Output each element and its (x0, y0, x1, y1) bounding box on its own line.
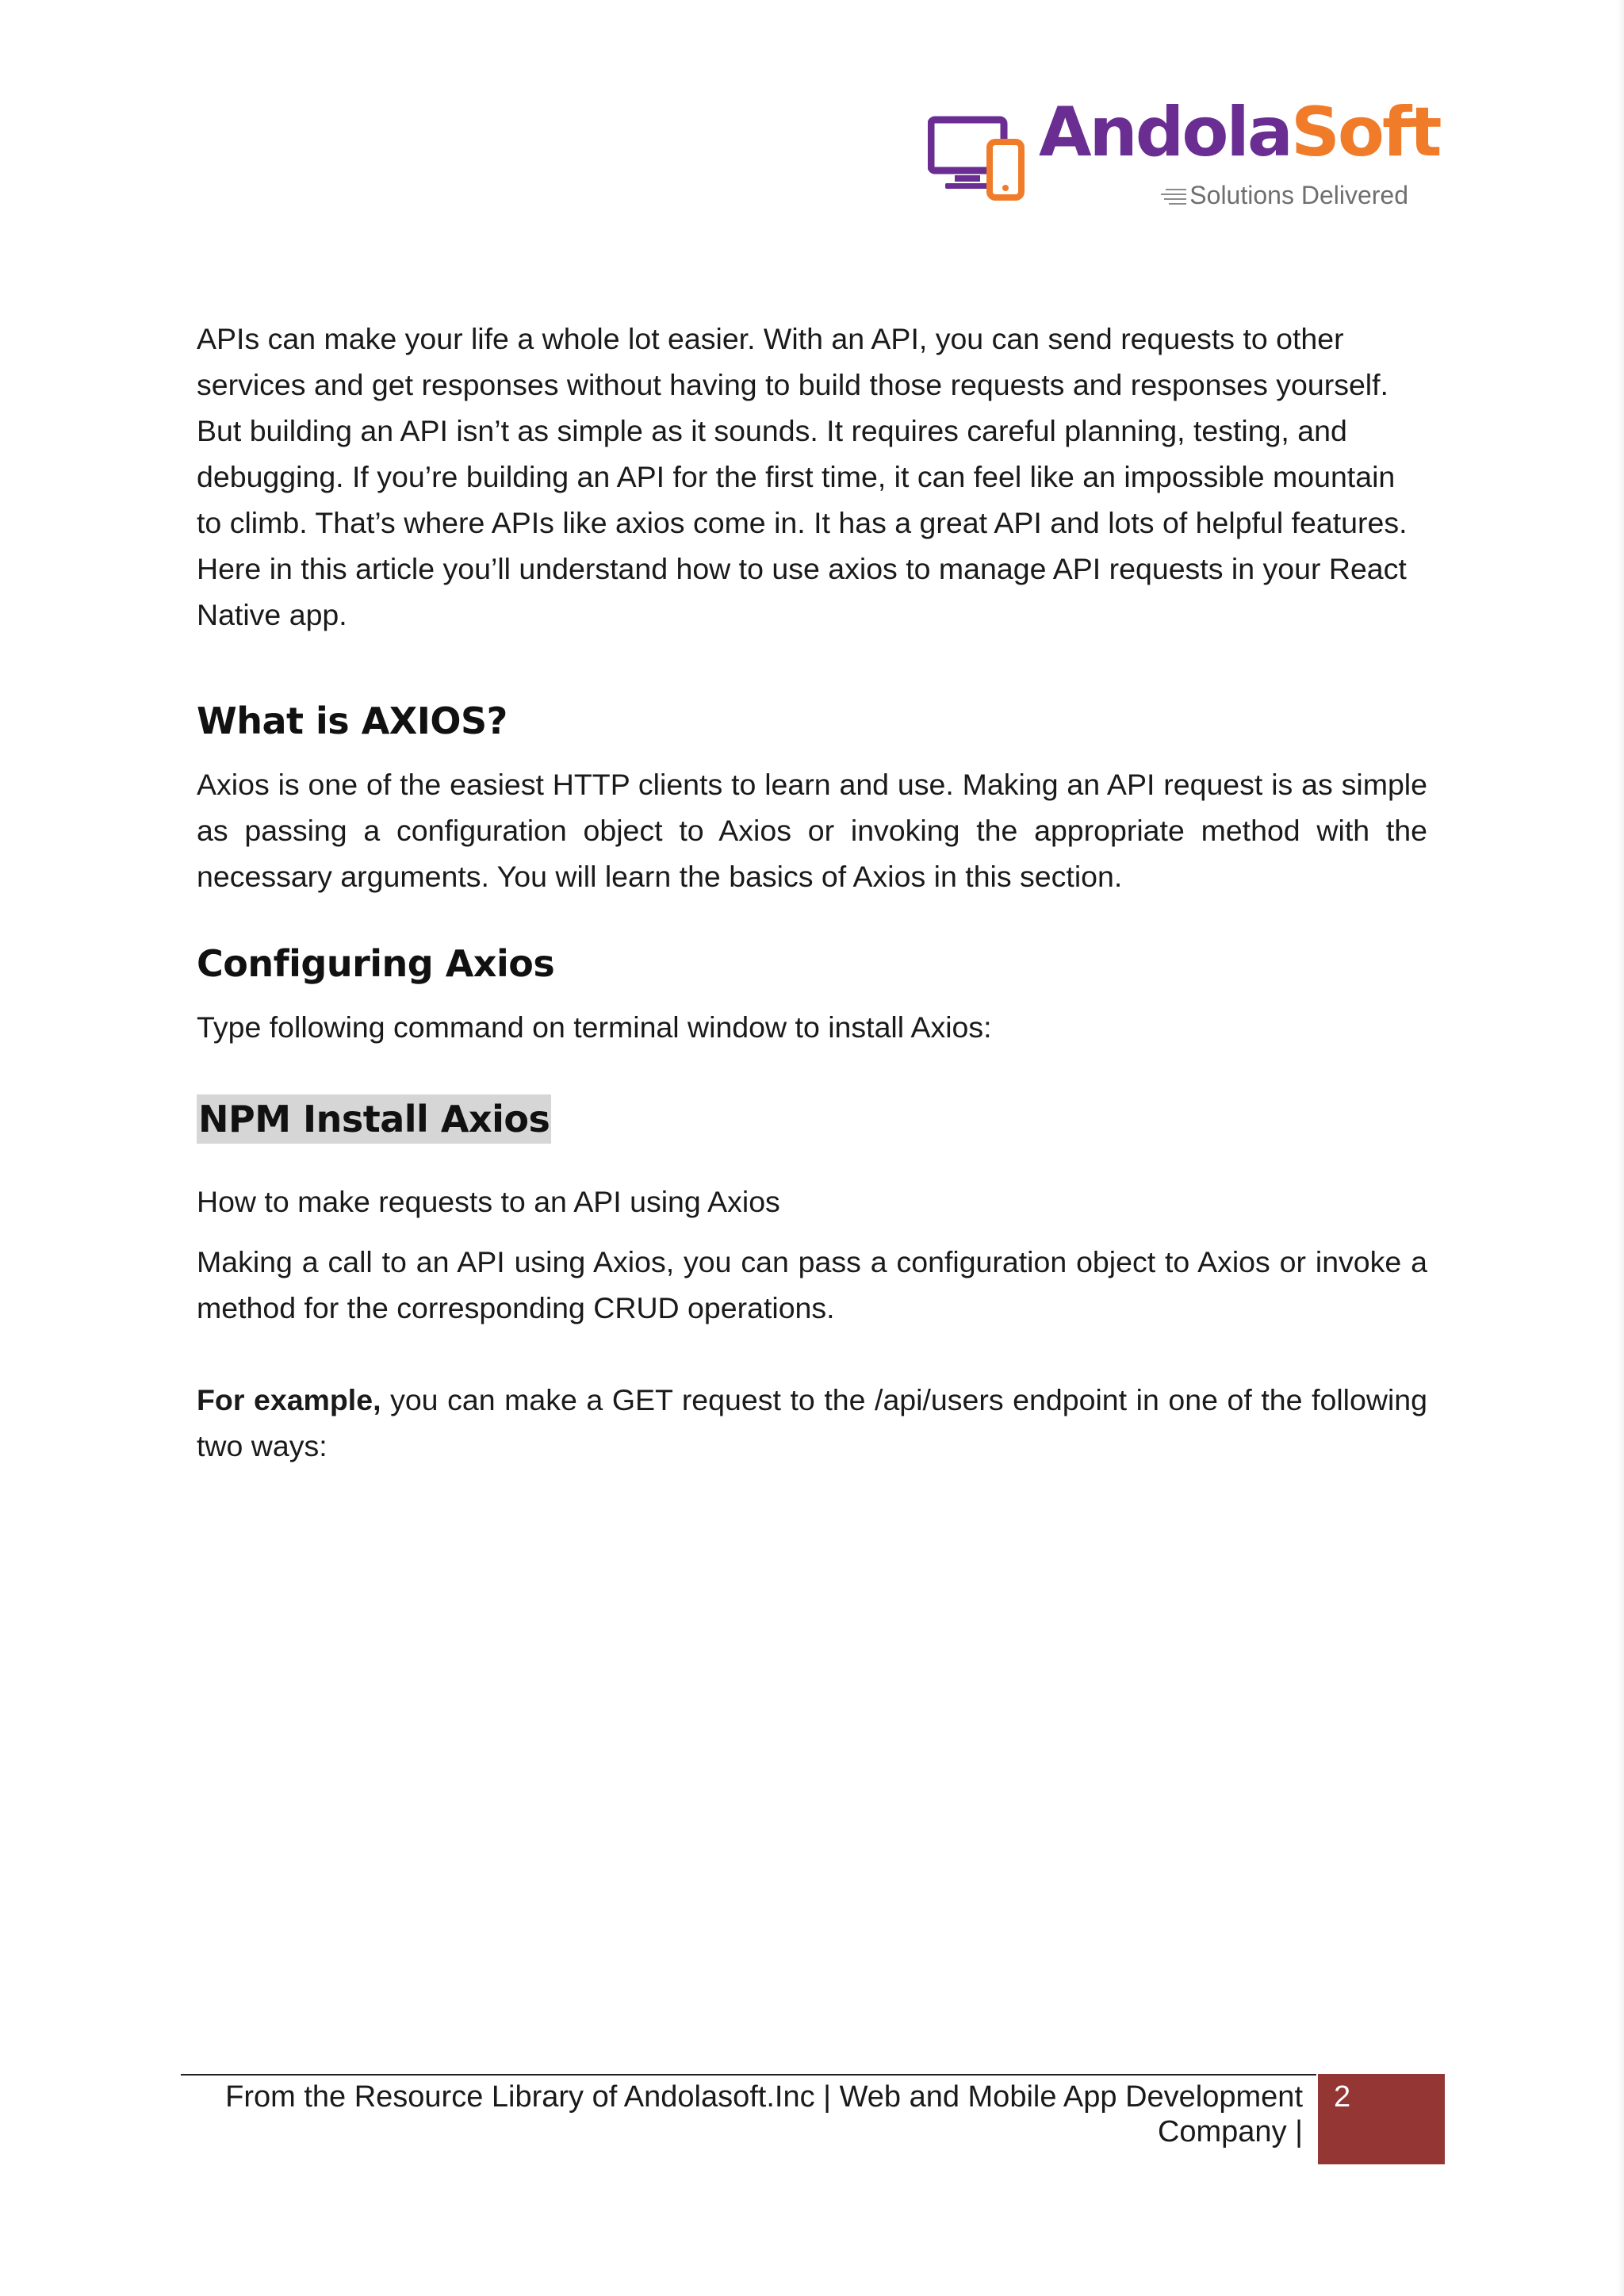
heading-npm-install-axios: NPM Install Axios (197, 1094, 551, 1144)
logo-tagline (1159, 181, 1408, 210)
page-edge (1618, 0, 1624, 2296)
what-is-axios-paragraph: Axios is one of the easiest HTTP clients to learn and use. Making an API request is as simple as passing a configuration object to Axios or invoking the appropriate method with the necessary arguments. You will learn the basics of Axios in this section. (197, 768, 1427, 893)
article-body (197, 316, 1427, 1469)
speed-lines-icon (1159, 187, 1186, 205)
page-number-box (1318, 2074, 1445, 2164)
heading-what-is-axios: What is AXIOS? (197, 700, 508, 742)
example-text: you can make a GET request to the /api/users endpoint in one of the following two ways: (197, 1383, 1427, 1462)
logo-wordmark (1039, 93, 1440, 172)
footer-divider (181, 2074, 1316, 2076)
footer-line-2: Company | (1157, 2115, 1303, 2148)
logo-word-andola: Andola (1039, 93, 1291, 172)
monitor-phone-icon (928, 115, 1031, 202)
footer-text (181, 2079, 1303, 2149)
company-logo (928, 93, 1440, 222)
example-lead: For example, (197, 1383, 381, 1416)
requests-paragraph: Making a call to an API using Axios, you can pass a configuration object to Axios or invoke a method for the corresponding CRUD operations. (197, 1245, 1427, 1324)
configuring-axios-paragraph: Type following command on terminal window to install Axios: (197, 1010, 992, 1044)
example-paragraph (197, 1377, 1427, 1469)
logo-word-soft: Soft (1290, 93, 1440, 172)
logo-tagline-text: Solutions Delivered (1189, 181, 1408, 209)
footer-line-1: From the Resource Library of Andolasoft.Inc | Web and Mobile App Development (225, 2080, 1303, 2114)
requests-subheading: How to make requests to an API using Axios (197, 1185, 780, 1218)
intro-paragraph: APIs can make your life a whole lot easier. With an API, you can send requests to other services and get responses without having to build those requests and responses yourself. But building an API isn’t as simple as it sounds. It requires careful planning, testing, and debugging. If you’re building an API for the first time, it can feel like an impossible mountain to climb. That’s where APIs like axios come in. It has a great API and lots of helpful features. Here in this article you’ll understand how to use axios to manage API requests in your React Native app. (197, 322, 1408, 631)
page-number: 2 (1334, 2080, 1351, 2114)
heading-configuring-axios: Configuring Axios (197, 942, 555, 985)
